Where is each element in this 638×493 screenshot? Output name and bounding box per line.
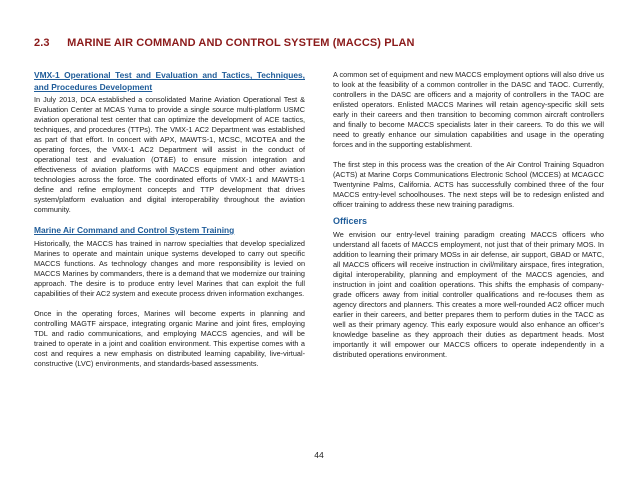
left-column (34, 70, 305, 379)
acts-paragraph: The first step in this process was the creation of the Air Control Training Squadron (ACTS) at Marine Corps Communications Electronic School (MCCES) at MCAGCC Twentynine Palms, California. ACTS has successfully combined three of the four MACCS entry-level schoolhouses. The next steps will be to redesign enlisted and officer training to address these new training paradigms. (333, 160, 604, 209)
section-title-text: MARINE AIR COMMAND AND CONTROL SYSTEM (MACCS) PLAN (67, 37, 415, 49)
officers-paragraph: We envision our entry-level training paradigm creating MACCS officers who understand all facets of MACCS employment, not just that of their primary MOS. In addition to learning their primary MOSs in air defense, air support, GBAD or MATC, all MACCS officers will receive instruction in civil/military airspace, fires integration, digital interoperability, planning and employment of the MACCS agencies, and instruction in joint and coalition operations. This shifts the emphasis of company-grade officers away from initial controller qualifications and re-focuses them as agency directors and planners. This creates a more well-rounded AC2 officer much earlier in their careers, and better prepares them to perform duties in the TACC as well as their primary agency. This early exposure would also enhance an officer’s knowledge baseline as they approach their duties as department heads. Most importantly it will empower our MACCS officers to operate independently in a distributed operations environment. (333, 229, 604, 359)
section-title (34, 37, 415, 49)
right-column (333, 70, 604, 370)
page-number: 44 (314, 450, 324, 460)
vmx1-paragraph: In July 2013, DCA established a consolidated Marine Aviation Operational Test & Evaluation Center at MCAS Yuma to provide a single source multi-platform USMC aviation operational test center that can optimize the development of ACE tactics, techniques, and procedures (TTPs). The VMX-1 AC2 Department was established as part of that effort. In concert with APX, MAWTS-1, MCSC, MCOTEA and the operating forces, the VMX-1 AC2 Department will assist in the conduct of operational test and evaluation (OT&E) to ensure mission integration and effectiveness of aviation platforms with MACCS equipment and other aviation technologies across the force. The coordinated efforts of VMX-1 and MAWTS-1 define and refine employment concepts and TTP development that drives system/platform evaluation and digital interoperability throughout the aviation community. (34, 95, 305, 214)
common-controller-paragraph: A common set of equipment and new MACCS employment options will also drive us to look at the feasibility of a common controller in the DASC and TAOC. Currently, controllers in the DASC are officers and a majority of controllers in the TAOC are enlisted operators. Enlisted MACCS Marines will retain agency-specific skill sets early in their careers and then transition to becoming common aircraft controllers and finally to become MACCS specialists later in their careers. To do this we will need to greatly enhance our simulation capabilities and usage in the operating forces and in the supporting establishment. (333, 70, 604, 149)
training-heading: Marine Air Command and Control System Training (34, 225, 235, 235)
vmx1-heading: VMX-1 Operational Test and Evaluation and Tactics, Techniques, and Procedures Development (34, 70, 305, 92)
section-number: 2.3 (34, 37, 50, 49)
training-paragraph-1: Historically, the MACCS has trained in narrow specialties that develop specialized Marines to operate and maintain unique systems developed to carry out specific MACCS functions. As technology changes and more responsibility is levied on MACCS Marines by commanders, there is a demand that we modernize our training approach. The desire is to produce entry level Marines that can exploit the full capabilities of their AC2 system and execute process driven information exchanges. (34, 238, 305, 298)
officers-heading: Officers (333, 216, 368, 226)
training-paragraph-2: Once in the operating forces, Marines will become experts in planning and controlling MAGTF airspace, integrating organic Marine and joint fires, employing TDL and radio communications, and employing MACCS agencies, and will be trained to operate in a joint and coalition environment. This expertise comes with a cost and requires a new emphasis on distributed learning capability, live-virtual-constructive (LVC) environments, and standards-based assessments. (34, 308, 305, 368)
